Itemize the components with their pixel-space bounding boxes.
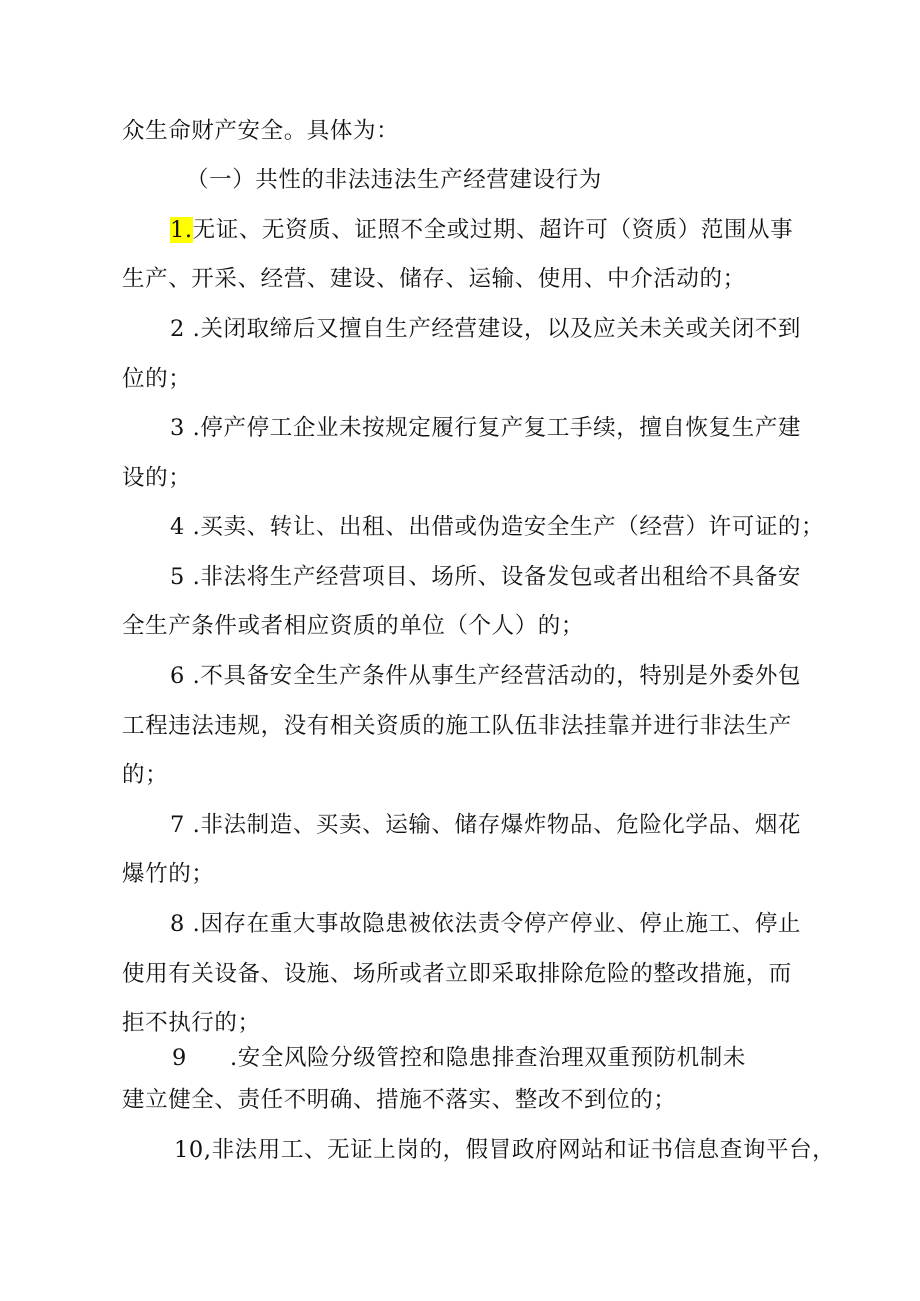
item-7-line-1: 7 .非法制造、买卖、运输、储存爆炸物品、危险化学品、烟花 (170, 812, 802, 838)
item-6-line-3: 的； (122, 762, 169, 788)
item-6-line-1: 6 .不具备安全生产条件从事生产经营活动的，特别是外委外包 (170, 663, 802, 689)
item-5-line-2: 全生产条件或者相应资质的单位（个人）的； (122, 613, 585, 639)
item-9-line-1: .安全风险分级管控和隐患排查治理双重预防机制未 (230, 1045, 746, 1071)
text-line: 众生命财产安全。具体为： (122, 118, 400, 144)
item-1-text: 无证、无资质、证照不全或过期、超许可（资质）范围从事 (192, 217, 794, 243)
item-2-line-1: 2 .关闭取缔后又擅自生产经营建设，以及应关未关或关闭不到 (170, 316, 802, 342)
section-heading: （一）共性的非法违法生产经营建设行为 (186, 167, 602, 193)
item-9-line-2: 建立健全、责任不明确、措施不落实、整改不到位的； (122, 1087, 677, 1113)
item-9-number: 9 (172, 1045, 187, 1071)
item-8-line-1: 8 .因存在重大事故隐患被依法责令停产停业、停止施工、停止 (170, 911, 802, 937)
item-10-line-1: 10,非法用工、无证上岗的，假冒政府网站和证书信息查询平台， (174, 1137, 836, 1163)
item-8-line-3: 拒不执行的； (122, 1010, 261, 1036)
item-1-line-2: 生产、开采、经营、建设、储存、运输、使用、中介活动的； (122, 266, 746, 292)
item-2-line-2: 位的； (122, 366, 192, 392)
item-3-line-2: 设的； (122, 465, 192, 491)
highlighted-number: 1. (170, 217, 193, 243)
item-8-line-2: 使用有关设备、设施、场所或者立即采取排除危险的整改措施，而 (122, 961, 792, 987)
item-6-line-2: 工程违法违规，没有相关资质的施工队伍非法挂靠并进行非法生产 (122, 713, 792, 739)
item-1-line-1 (170, 215, 793, 245)
item-5-line-1: 5 .非法将生产经营项目、场所、设备发包或者出租给不具备安 (170, 564, 802, 590)
item-3-line-1: 3 .停产停工企业未按规定履行复产复工手续，擅自恢复生产建 (170, 415, 802, 441)
item-4-line-1: 4 .买卖、转让、出租、出借或伪造安全生产（经营）许可证的； (170, 514, 825, 540)
item-7-line-2: 爆竹的； (122, 861, 215, 887)
